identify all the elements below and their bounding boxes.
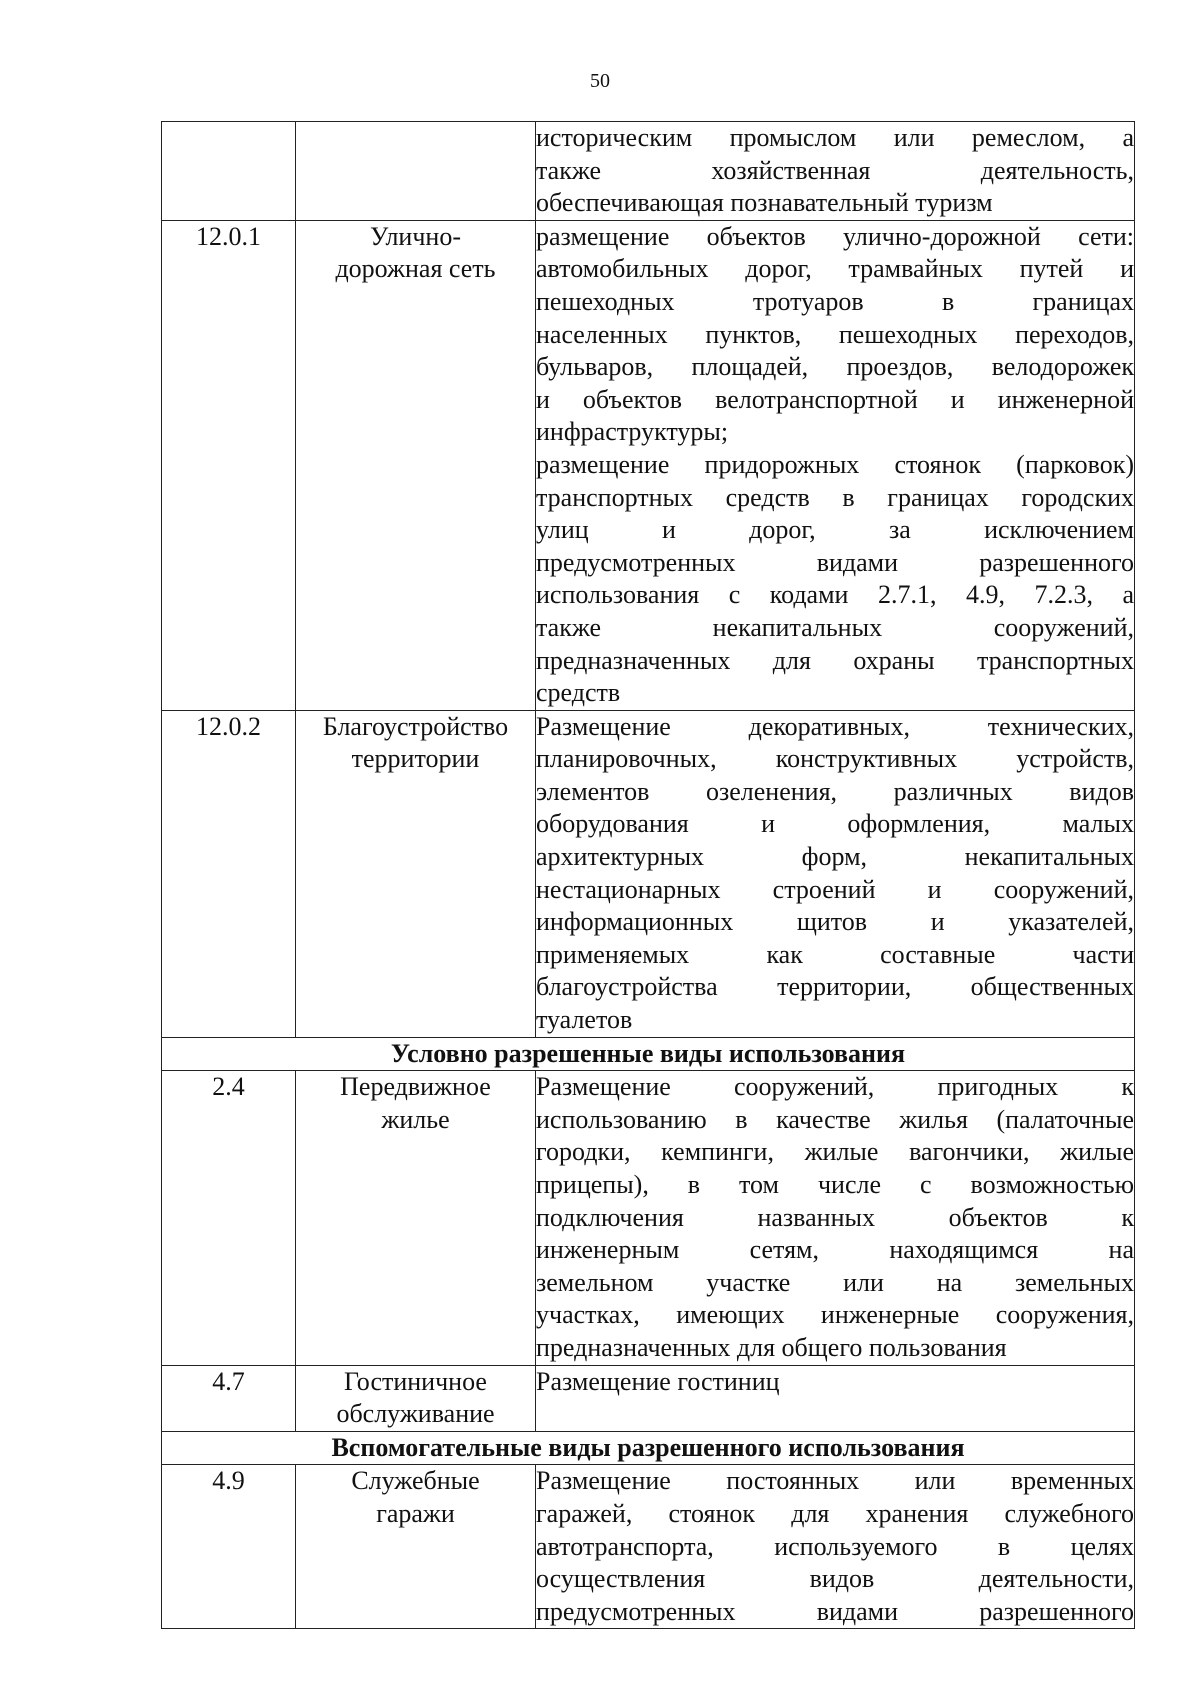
description-line: применяемых как составные части [536, 939, 1134, 969]
page-number: 50 [590, 70, 610, 92]
description-line: автотранспорта, используемого в целях [536, 1531, 1134, 1561]
code-cell: 12.0.2 [162, 710, 296, 1037]
description-cell [536, 122, 1135, 221]
description-line: историческим промыслом или ремеслом, а [536, 123, 1134, 152]
name-line: Служебные [351, 1466, 480, 1496]
description-line: оборудования и оформления, малых [536, 809, 1134, 839]
description-cell [536, 1071, 1135, 1365]
name-line: территории [351, 744, 480, 774]
description-line: планировочных, конструктивных устройств, [536, 744, 1134, 774]
description-line: городки, кемпинги, жилые вагончики, жилые [536, 1137, 1134, 1167]
description-line: туалетов [536, 1005, 633, 1035]
name-line: дорожная сеть [335, 254, 496, 284]
description-line: инженерным сетям, находящимся на [536, 1235, 1134, 1265]
section-row [162, 1037, 1135, 1071]
description-line: подключения названных объектов к [536, 1202, 1134, 1232]
description-line: инфраструктуры; [536, 417, 729, 447]
table-row [162, 710, 1135, 1037]
description-line: осуществления видов деятельности, [536, 1564, 1134, 1594]
description-cell [536, 1365, 1135, 1431]
description-line: населенных пунктов, пешеходных переходов, [536, 319, 1134, 349]
description-line: улиц и дорог, за исключением [536, 515, 1134, 545]
name-cell [296, 1465, 536, 1629]
name-cell [296, 1365, 536, 1431]
description-line: предназначенных для охраны транспортных [536, 645, 1134, 675]
table-row [162, 1071, 1135, 1365]
description-line: информационных щитов и указателей, [536, 907, 1134, 937]
description-line: и объектов велотранспортной и инженерной [536, 384, 1134, 414]
description-line: транспортных средств в границах городских [536, 482, 1134, 512]
description-line: Размещение декоративных, технических, [536, 711, 1134, 741]
description-line: предусмотренных видами разрешенного [536, 547, 1134, 577]
description-line: благоустройства территории, общественных [536, 972, 1134, 1002]
description-cell [536, 710, 1135, 1037]
description-line: участках, имеющих инженерные сооружения, [536, 1300, 1134, 1330]
name-cell [296, 122, 536, 221]
description-line: гаражей, стоянок для хранения служебного [536, 1498, 1134, 1528]
description-line: земельном участке или на земельных [536, 1267, 1134, 1297]
description-line: также некапитальных сооружений, [536, 612, 1134, 642]
name-line: Улично- [369, 221, 461, 251]
description-line: размещение придорожных стоянок (парковок) [536, 449, 1134, 479]
description-line: автомобильных дорог, трамвайных путей и [536, 254, 1134, 284]
code-cell: 12.0.1 [162, 220, 296, 710]
description-line: средств [536, 678, 621, 708]
description-line: использования с кодами 2.7.1, 4.9, 7.2.3, а [536, 580, 1134, 610]
section-row [162, 1431, 1135, 1465]
land-use-table [161, 121, 1135, 1629]
description-line: размещение объектов улично-дорожной сети: [536, 221, 1134, 251]
name-line: обслуживание [336, 1399, 495, 1429]
name-cell [296, 220, 536, 710]
table-row [162, 1465, 1135, 1629]
name-line: Гостиничное [344, 1366, 487, 1396]
code-cell: 4.7 [162, 1365, 296, 1431]
table-row [162, 1365, 1135, 1431]
description-cell [536, 220, 1135, 710]
description-line: использованию в качестве жилья (палаточные [536, 1104, 1134, 1134]
name-line: Передвижное [340, 1072, 491, 1102]
description-cell [536, 1465, 1135, 1629]
table-row [162, 220, 1135, 710]
table-row [162, 122, 1135, 221]
description-line: предусмотренных видами разрешенного [536, 1596, 1134, 1626]
section-heading: Условно разрешенные виды использования [162, 1037, 1135, 1071]
description-line: пешеходных тротуаров в границах [536, 286, 1134, 316]
description-line: нестационарных строений и сооружений, [536, 874, 1134, 904]
description-line: архитектурных форм, некапитальных [536, 842, 1134, 872]
description-line: также хозяйственная деятельность, [536, 155, 1134, 185]
description-line: Размещение сооружений, пригодных к [536, 1072, 1134, 1102]
section-heading: Вспомогательные виды разрешенного использования [162, 1431, 1135, 1465]
name-line: гаражи [376, 1498, 455, 1528]
description-line: обеспечивающая познавательный туризм [536, 188, 993, 218]
description-line: бульваров, площадей, проездов, велодорожек [536, 352, 1134, 382]
code-cell: 2.4 [162, 1071, 296, 1365]
name-cell [296, 710, 536, 1037]
name-cell [296, 1071, 536, 1365]
description-line: прицепы), в том числе с возможностью [536, 1170, 1134, 1199]
code-cell: 4.9 [162, 1465, 296, 1629]
description-line: предназначенных для общего пользования [536, 1332, 1007, 1362]
name-line: жилье [381, 1104, 450, 1134]
code-cell [162, 122, 296, 221]
description-line: Размещение гостиниц [536, 1366, 780, 1396]
description-line: элементов озеленения, различных видов [536, 776, 1134, 806]
description-line: Размещение постоянных или временных [536, 1466, 1134, 1496]
name-line: Благоустройство [322, 711, 509, 741]
